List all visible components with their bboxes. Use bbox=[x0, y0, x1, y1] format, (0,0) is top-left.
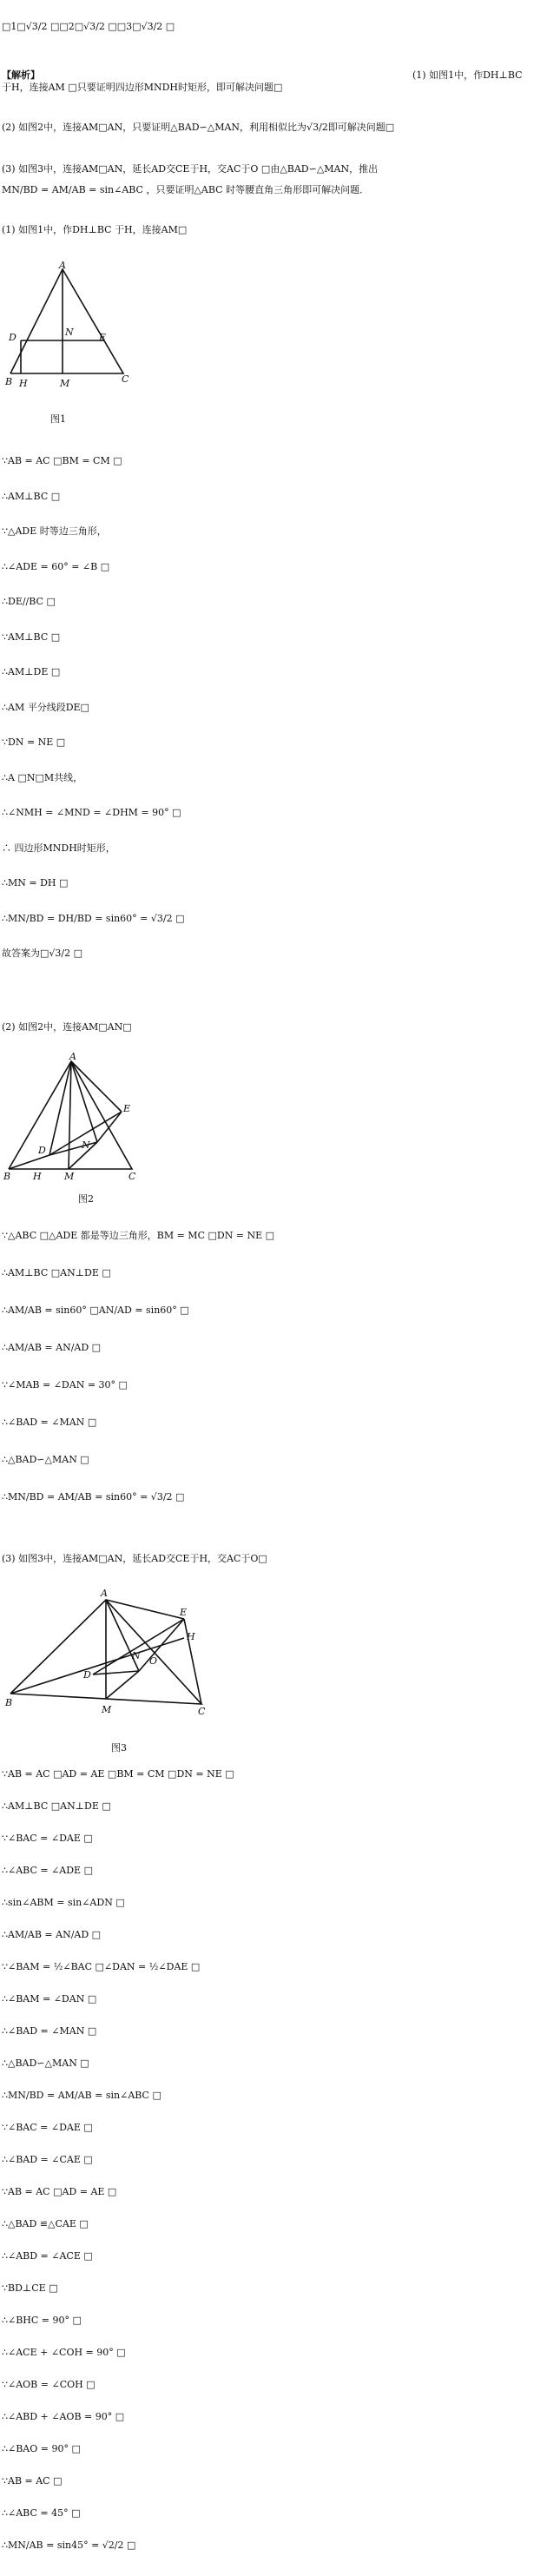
part3-line: ∴∠BAD = ∠MAN □ bbox=[2, 2025, 97, 2037]
part3-line: ∴∠BHC = 90° □ bbox=[2, 2315, 82, 2326]
part3-line: ∴∠BAO = 90° □ bbox=[2, 2443, 81, 2454]
part2-line: ∴AM/AB = AN/AD □ bbox=[2, 1342, 102, 1353]
part2-line: ∴△BAD∽△MAN □ bbox=[2, 1454, 89, 1465]
part1-line: ∴DE//BC □ bbox=[2, 596, 56, 607]
part3-line: ∴∠ACE + ∠COH = 90° □ bbox=[2, 2347, 126, 2358]
analysis-p1-cont: 于H，连接AM □只要证明四边形MNDH时矩形，即可解决问题□ bbox=[2, 82, 283, 93]
figure-1 bbox=[2, 261, 132, 391]
analysis-p2: (2) 如图2中，连接AM□AN，只要证明△BAD∽△MAN，利用相似比为√3/2即可解决问题□ bbox=[2, 122, 395, 133]
part3-line: ∵AB = AC □AD = AE □BM = CM □DN = NE □ bbox=[2, 1768, 234, 1780]
fig2-label-n: N bbox=[82, 1139, 90, 1151]
fig2-label-b: B bbox=[3, 1171, 11, 1181]
fig1-label-c: C bbox=[122, 373, 129, 385]
part2-intro: (2) 如图2中，连接AM□AN□ bbox=[2, 1021, 132, 1033]
analysis-p1-right: (1) 如图1中，作DH⊥BC bbox=[412, 69, 523, 81]
part1-intro: (1) 如图1中，作DH⊥BC 于H，连接AM□ bbox=[2, 224, 188, 235]
fig2-label-d: D bbox=[38, 1145, 46, 1156]
fig3-label-e: E bbox=[180, 1607, 188, 1618]
part2-line: ∴∠BAD = ∠MAN □ bbox=[2, 1417, 97, 1428]
part1-line: ∵AB = AC □BM = CM □ bbox=[2, 455, 122, 466]
part3-line: ∴AM/AB = AN/AD □ bbox=[2, 1929, 102, 1940]
analysis-p3b: MN/BD = AM/AB = sin∠ABC ，只要证明△ABC 时等腰直角三角形即可解决问题． bbox=[2, 184, 370, 195]
part1-line: ∵DN = NE □ bbox=[2, 736, 66, 748]
part3-line: ∴∠ABC = 45° □ bbox=[2, 2507, 81, 2519]
fig3-label-d: D bbox=[83, 1669, 91, 1681]
part3-line: ∴AM⊥BC □AN⊥DE □ bbox=[2, 1800, 111, 1812]
fig2-caption: 图2 bbox=[78, 1193, 94, 1205]
part3-line: ∴∠ABC = ∠ADE □ bbox=[2, 1865, 93, 1876]
fig3-label-h: H bbox=[187, 1631, 195, 1642]
part1-line: ∴MN/BD = DH/BD = sin60° = √3/2 □ bbox=[2, 912, 185, 924]
fig1-label-a: A bbox=[59, 261, 66, 271]
part3-line: ∵AB = AC □AD = AE □ bbox=[2, 2186, 117, 2197]
part2-line: ∵∠MAB = ∠DAN = 30° □ bbox=[2, 1379, 128, 1390]
part3-line: ∴△BAD ≌△CAE □ bbox=[2, 2218, 89, 2229]
part3-intro: (3) 如图3中，连接AM□AN，延长AD交CE于H，交AC于O□ bbox=[2, 1553, 267, 1564]
fig2-label-e: E bbox=[123, 1103, 131, 1114]
part2-line: ∴MN/BD = AM/AB = sin60° = √3/2 □ bbox=[2, 1491, 185, 1503]
fig2-label-a: A bbox=[69, 1051, 76, 1062]
part3-line: ∵AB = AC □ bbox=[2, 2475, 63, 2487]
part1-line: ∴MN = DH □ bbox=[2, 877, 69, 888]
fig1-label-d: D bbox=[9, 332, 16, 343]
fig1-label-h: H bbox=[19, 378, 28, 389]
part3-line: ∴sin∠ABM = sin∠ADN □ bbox=[2, 1897, 125, 1908]
part1-line: ∴ 四边形MNDH时矩形， bbox=[2, 842, 115, 854]
part2-line: ∴AM/AB = sin60° □AN/AD = sin60° □ bbox=[2, 1305, 189, 1316]
part1-line: ∴AM⊥DE □ bbox=[2, 666, 61, 677]
part1-line: ∴∠NMH = ∠MND = ∠DHM = 90° □ bbox=[2, 807, 181, 818]
part3-line: ∵∠BAC = ∠DAE □ bbox=[2, 1833, 93, 1844]
part3-line: ∴MN/BD = AM/AB = sin∠ABC □ bbox=[2, 2090, 161, 2101]
part3-line: ∵BD⊥CE □ bbox=[2, 2282, 58, 2294]
fig1-label-b: B bbox=[5, 376, 13, 387]
figure-2 bbox=[2, 1051, 149, 1181]
part1-line: ∵△ADE 时等边三角形， bbox=[2, 525, 107, 537]
part3-line: ∵∠AOB = ∠COH □ bbox=[2, 2379, 96, 2390]
fig1-label-e: E bbox=[99, 332, 107, 343]
fig3-label-n: N bbox=[132, 1650, 141, 1661]
part1-line: ∴∠ADE = 60° = ∠B □ bbox=[2, 560, 110, 572]
part3-line: ∴∠BAD = ∠CAE □ bbox=[2, 2154, 93, 2165]
part3-line: ∴∠BAM = ∠DAN □ bbox=[2, 1993, 97, 2005]
part1-line: ∵AM⊥BC □ bbox=[2, 631, 61, 643]
fig3-label-m: M bbox=[102, 1704, 112, 1715]
part3-line: ∵∠BAM = ½∠BAC □∠DAN = ½∠DAE □ bbox=[2, 1961, 201, 1972]
answer-line: □1□√3/2 □□2□√3/2 □□3□√3/2 □ bbox=[2, 21, 175, 32]
analysis-title: 【解析】 bbox=[2, 69, 40, 81]
part2-line: ∴AM⊥BC □AN⊥DE □ bbox=[2, 1267, 111, 1278]
part3-line: ∴△BAD∽△MAN □ bbox=[2, 2057, 89, 2069]
figure-3 bbox=[2, 1582, 210, 1721]
fig1-caption: 图1 bbox=[50, 413, 66, 425]
part2-line: ∵△ABC □△ADE 都是等边三角形，BM = MC □DN = NE □ bbox=[2, 1230, 275, 1241]
fig3-label-a: A bbox=[101, 1588, 108, 1599]
fig2-label-m: M bbox=[64, 1171, 75, 1181]
part1-line: ∴AM⊥BC □ bbox=[2, 490, 61, 502]
fig2-label-c: C bbox=[129, 1171, 136, 1181]
part3-line: ∵∠BAC = ∠DAE □ bbox=[2, 2122, 93, 2133]
fig1-label-m: M bbox=[60, 378, 70, 389]
fig3-label-c: C bbox=[198, 1706, 206, 1717]
fig2-label-h: H bbox=[33, 1171, 42, 1181]
part1-line: ∴AM 平分线段DE□ bbox=[2, 701, 89, 713]
fig1-label-n: N bbox=[65, 327, 74, 338]
fig3-label-o: O bbox=[149, 1655, 158, 1667]
fig3-caption: 图3 bbox=[111, 1742, 127, 1754]
part3-line: ∴∠ABD = ∠ACE □ bbox=[2, 2250, 93, 2262]
part3-line: ∴∠ABD + ∠AOB = 90° □ bbox=[2, 2411, 125, 2422]
part1-line: 故答案为□√3/2 □ bbox=[2, 948, 82, 959]
analysis-p3a: (3) 如图3中，连接AM□AN，延长AD交CE于H，交AC于O □由△BAD∽△MAN，推出 bbox=[2, 163, 379, 175]
part1-line: ∴A □N□M共线， bbox=[2, 771, 83, 783]
fig3-label-b: B bbox=[5, 1697, 13, 1708]
part3-line: ∴MN/AB = sin45° = √2/2 □ bbox=[2, 2540, 136, 2551]
